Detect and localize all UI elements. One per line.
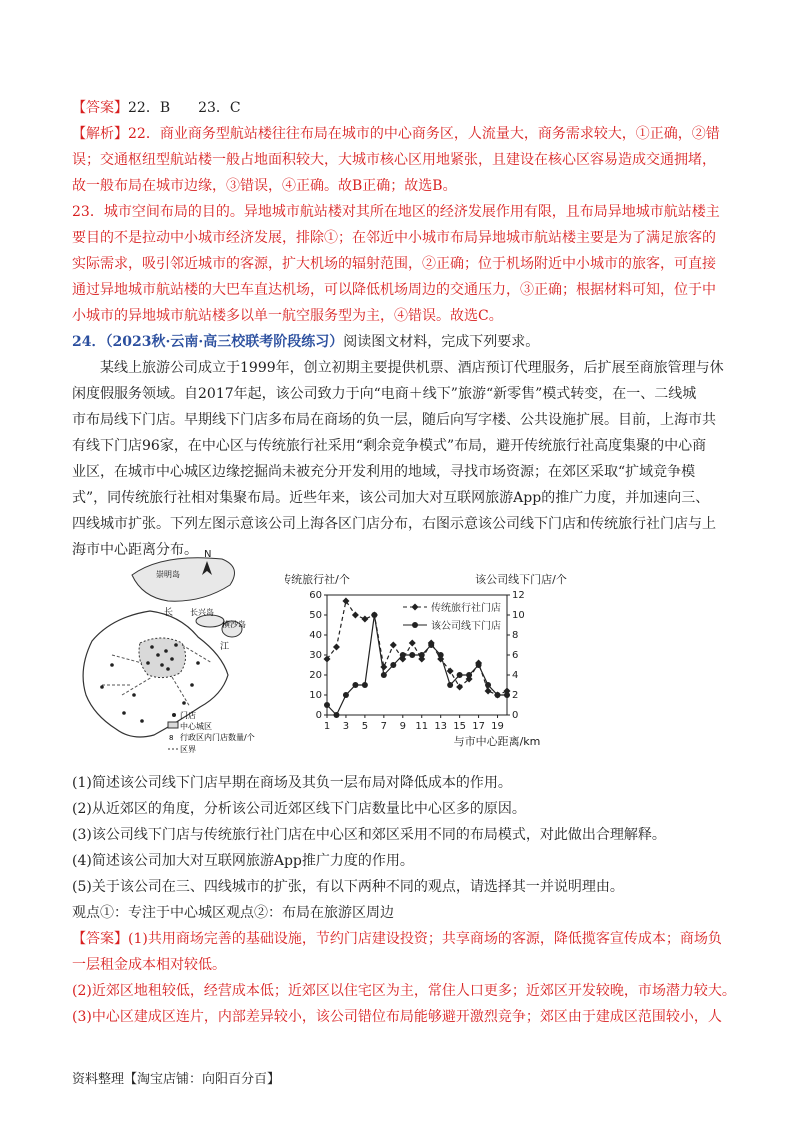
x-tick-label: 11 bbox=[415, 721, 429, 732]
x-tick-label: 1 bbox=[323, 721, 331, 732]
legend-store-symbol bbox=[172, 713, 176, 717]
text-span: 【答案】 bbox=[72, 100, 128, 116]
chongming-island-shape bbox=[132, 558, 235, 601]
y-right-tick-label: 10 bbox=[512, 610, 525, 621]
text-span: 业区，在城市中心城区边缘挖掘尚未被充分开发利用的地域，寻找市场资源；在郊区采取“扩域竞争模 bbox=[72, 464, 696, 480]
text-span: 22．B 23．C bbox=[128, 100, 241, 116]
text-span: 23．城市空间布局的目的。异地城市航站楼对其所在地区的经济发展作用有限，且布局异地城市航站楼主 bbox=[72, 204, 720, 220]
question-line: (1)简述该公司线下门店早期在商场及其负一层布局对降低成本的作用。 bbox=[72, 775, 512, 791]
text-line bbox=[72, 175, 732, 197]
data-point-circle bbox=[371, 612, 377, 618]
y-left-axis-label: 传统旅行社/个 bbox=[285, 573, 350, 586]
y-right-tick-label: 2 bbox=[512, 690, 519, 701]
store-dot bbox=[110, 663, 114, 667]
y-right-axis-label: 该公司线下门店/个 bbox=[475, 573, 567, 586]
text-line bbox=[72, 435, 732, 457]
text-line bbox=[72, 461, 732, 483]
island-label-3: 横沙岛 bbox=[222, 620, 246, 629]
data-point-circle bbox=[476, 662, 482, 668]
y-right-tick-label: 6 bbox=[512, 650, 519, 661]
data-point-diamond bbox=[447, 668, 454, 675]
question-line: (5)关于该公司在三、四线城市的扩张，有以下两种不同的观点，请选择其一并说明理由。 bbox=[72, 879, 624, 895]
question-line: (3)该公司线下门店与传统旅行社门店在中心区和郊区采用不同的布局模式，对此做出合理解释。 bbox=[72, 827, 666, 843]
text-line bbox=[72, 513, 732, 535]
island-label-1: 崇明岛 bbox=[156, 570, 180, 579]
text-span: 误；交通枢纽型航站楼一般占地面积较大，大城市核心区用地紧张，且建设在核心区容易造成交通拥堵， bbox=[72, 152, 716, 168]
text-line bbox=[72, 980, 736, 1002]
data-point-circle bbox=[485, 682, 491, 688]
legend-central-symbol bbox=[168, 722, 178, 728]
text-line bbox=[72, 928, 732, 950]
data-point-circle bbox=[447, 682, 453, 688]
y-left-tick-label: 60 bbox=[309, 590, 322, 601]
data-point-circle bbox=[362, 682, 368, 688]
data-point-circle bbox=[400, 652, 406, 658]
question-line: (4)简述该公司加大对互联网旅游App推广力度的作用。 bbox=[72, 853, 414, 869]
text-line bbox=[72, 1006, 732, 1028]
x-tick-label: 3 bbox=[342, 721, 350, 732]
text-span: 通过异地城市航站楼的大巴车直达机场，可以降低机场周边的交通压力，③正确；根据材料可知，位于中 bbox=[72, 282, 716, 298]
map-svg bbox=[72, 545, 282, 757]
text-span: 市布局线下门店。早期线下门店多布局在商场的负一层，随后向写字楼、公共设施扩展。目前，上海市共 bbox=[72, 412, 716, 428]
text-span: 海市中心距离分布。 bbox=[72, 542, 198, 558]
text-span: 一层租金成本相对较低。 bbox=[72, 957, 226, 973]
footer-note: 资料整理【淘宝店铺：向阳百分百】 bbox=[72, 1072, 281, 1087]
store-dot bbox=[164, 649, 168, 653]
question-line: (2)从近郊区的角度，分析该公司近郊区线下门店数量比中心区多的原因。 bbox=[72, 801, 526, 817]
y-left-tick-label: 10 bbox=[309, 690, 322, 701]
text-span: 要目的不是拉动中小城市经济发展，排除①；在邻近中小城市布局异地城市航站楼主要是为了满足旅客的 bbox=[72, 230, 716, 246]
data-point-diamond bbox=[380, 664, 387, 671]
data-point-diamond bbox=[456, 684, 463, 691]
island-label-2: 长兴岛 bbox=[190, 608, 214, 617]
text-span: 四线城市扩张。下列左图示意该公司上海各区门店分布，右图示意该公司线下门店和传统旅行社门店与上 bbox=[72, 516, 716, 532]
data-point-diamond bbox=[342, 598, 349, 605]
x-tick-label: 15 bbox=[453, 721, 466, 732]
data-point-circle bbox=[438, 652, 444, 658]
text-line bbox=[72, 123, 732, 145]
store-dot bbox=[122, 711, 126, 715]
text-span: 实际需求，吸引邻近城市的客源，扩大机场的辐射范围，②正确；位于机场附近中小城市的旅客，可直接 bbox=[72, 256, 716, 272]
x-tick-label: 17 bbox=[472, 721, 485, 732]
data-point-diamond bbox=[485, 688, 492, 695]
data-point-circle bbox=[352, 682, 358, 688]
text-span: 【解析】 bbox=[72, 126, 128, 142]
text-span: 某线上旅游公司成立于1999年，创立初期主要提供机票、酒店预订代理服务，后扩展至商旅管理与休 bbox=[100, 360, 724, 376]
x-tick-label: 13 bbox=[434, 721, 448, 732]
data-point-diamond bbox=[390, 642, 397, 649]
store-dot bbox=[132, 693, 136, 697]
x-tick-label: 9 bbox=[399, 721, 406, 732]
text-span: 24．（2023秋·云南·高三校联考阶段练习） bbox=[72, 334, 344, 350]
x-axis-label: 与市中心距离/km bbox=[453, 735, 541, 748]
north-label: N bbox=[204, 549, 212, 560]
data-point-diamond bbox=[352, 612, 359, 619]
data-point-diamond bbox=[333, 644, 340, 651]
text-span: 阅读图文材料，完成下列要求。 bbox=[343, 334, 540, 350]
data-point-circle bbox=[428, 642, 434, 648]
text-line bbox=[72, 383, 732, 405]
store-dot bbox=[100, 685, 104, 689]
text-span: (1)共用商场完善的基础设施，节约门店建设投资；共享商场的客源，降低揽客宣传成本；商场负 bbox=[128, 931, 722, 947]
legend-item-3: 行政区内门店数量/个 bbox=[180, 733, 255, 742]
data-point-circle bbox=[390, 662, 396, 668]
data-point-circle bbox=[504, 692, 510, 698]
y-right-tick-label: 8 bbox=[512, 630, 519, 641]
text-line bbox=[72, 954, 732, 976]
store-dot bbox=[196, 661, 200, 665]
text-span: 【答案】 bbox=[72, 931, 128, 947]
data-point-circle bbox=[457, 672, 463, 678]
y-right-tick-label: 12 bbox=[512, 590, 525, 601]
y-right-tick-label: 0 bbox=[512, 710, 519, 721]
store-dot bbox=[150, 645, 154, 649]
y-left-tick-label: 0 bbox=[315, 710, 322, 721]
store-dot bbox=[160, 663, 164, 667]
y-left-tick-label: 40 bbox=[309, 630, 322, 641]
store-dot bbox=[190, 683, 194, 687]
text-span: (2)近郊区地租较低，经营成本低；近郊区以住宅区为主，常住人口更多；近郊区开发较晚，市场潜力较大。 bbox=[72, 983, 736, 999]
data-point-circle bbox=[324, 702, 330, 708]
legend-label: 该公司线下门店 bbox=[431, 621, 501, 632]
river-label-2: 江 bbox=[220, 642, 230, 652]
store-dot bbox=[166, 667, 170, 671]
chart-svg bbox=[285, 565, 595, 765]
question-line: 观点①：专注于中心城区观点②：布局在旅游区周边 bbox=[72, 905, 394, 921]
legend-count-symbol: 8 bbox=[169, 734, 174, 742]
data-point-circle bbox=[495, 692, 501, 698]
text-line bbox=[72, 305, 732, 327]
text-line bbox=[72, 409, 732, 431]
legend-item-4: 区界 bbox=[180, 745, 196, 754]
text-span: 22．商业商务型航站楼往往布局在城市的中心商务区，人流量大，商务需求较大，①正确，②错 bbox=[128, 126, 720, 142]
text-span: 式”，同传统旅行社相对集聚布局。近些年来，该公司加大对互联网旅游App的推广力度，并加速向三、 bbox=[72, 490, 710, 506]
data-point-circle bbox=[419, 652, 425, 658]
legend-label: 传统旅行社门店 bbox=[431, 603, 501, 614]
data-point-circle bbox=[466, 672, 472, 678]
text-line bbox=[72, 357, 760, 379]
data-point-circle bbox=[381, 672, 387, 678]
river-label-1: 长 bbox=[164, 608, 174, 618]
text-line bbox=[72, 149, 732, 171]
x-tick-label: 7 bbox=[380, 721, 388, 732]
text-span: 闲度假服务领域。自2017年起，该公司致力于向“电商＋线下”旅游“新零售”模式转变，在一、二线城 bbox=[72, 386, 697, 402]
y-left-tick-label: 30 bbox=[309, 650, 322, 661]
text-span: 小城市的异地城市航站楼多以单一航空服务型为主，④错误。故选C。 bbox=[72, 308, 503, 324]
text-span: (3)中心区建成区连片，内部差异较小，该公司错位布局能够避开激烈竞争；郊区由于建成区范围较小，人 bbox=[72, 1009, 722, 1025]
distance-chart bbox=[285, 565, 595, 765]
text-line bbox=[72, 201, 732, 223]
store-dot bbox=[146, 661, 150, 665]
store-dot bbox=[170, 657, 174, 661]
legend-marker bbox=[412, 604, 419, 611]
text-line bbox=[72, 253, 732, 275]
text-line bbox=[72, 227, 732, 249]
text-line bbox=[72, 487, 732, 509]
data-point-diamond bbox=[409, 640, 416, 647]
x-tick-label: 19 bbox=[491, 721, 504, 732]
store-dot bbox=[182, 701, 186, 705]
text-line bbox=[72, 279, 732, 301]
y-left-tick-label: 20 bbox=[309, 670, 322, 681]
text-line bbox=[72, 331, 732, 353]
data-point-diamond bbox=[361, 616, 368, 623]
legend-item-1: 门店 bbox=[180, 711, 196, 720]
y-right-tick-label: 4 bbox=[512, 670, 519, 681]
legend-item-2: 中心城区 bbox=[180, 722, 212, 731]
text-span: 故一般布局在城市边缘，③错误，④正确。故B正确；故选B。 bbox=[72, 178, 457, 194]
store-dot bbox=[156, 653, 160, 657]
y-left-tick-label: 50 bbox=[309, 610, 322, 621]
store-dot bbox=[174, 643, 178, 647]
text-line bbox=[72, 97, 732, 119]
data-point-circle bbox=[343, 692, 349, 698]
text-span: 有线下门店96家，在中心区与传统旅行社采用“剩余竞争模式”布局，避开传统旅行社高度集聚的中心商 bbox=[72, 438, 707, 454]
shanghai-store-map bbox=[72, 545, 282, 757]
legend-marker bbox=[412, 622, 418, 628]
data-point-circle bbox=[409, 652, 415, 658]
data-point-circle bbox=[333, 712, 339, 718]
store-dot bbox=[140, 719, 144, 723]
central-area-shape bbox=[139, 638, 186, 678]
x-tick-label: 5 bbox=[361, 721, 369, 732]
